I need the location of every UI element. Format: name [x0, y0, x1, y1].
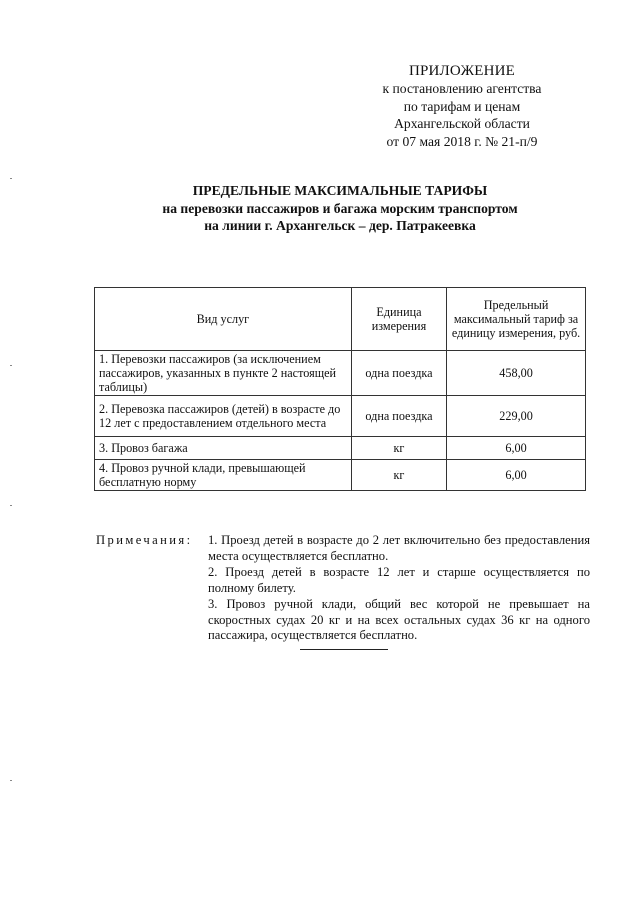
header-service: Вид услуг	[95, 288, 352, 351]
appendix-line: к постановлению агентства	[382, 81, 542, 96]
notes-label: Примечания:	[96, 533, 193, 547]
appendix-block	[352, 62, 572, 150]
table-row	[95, 437, 586, 460]
row-unit: одна поездка	[351, 351, 446, 396]
row-unit: кг	[351, 460, 446, 491]
note-item: 1. Проезд детей в возрасте до 2 лет включительно без предоставления места осуществляется бесплатно.	[208, 533, 590, 563]
row-unit: кг	[351, 437, 446, 460]
table-row	[95, 396, 586, 437]
row-price: 458,00	[447, 351, 586, 396]
row-price: 6,00	[447, 460, 586, 491]
table-header-row	[95, 288, 586, 351]
table-row	[95, 351, 586, 396]
scan-speck	[10, 178, 12, 179]
appendix-heading: ПРИЛОЖЕНИЕ	[408, 63, 516, 79]
scan-speck	[10, 365, 12, 366]
row-price: 229,00	[447, 396, 586, 437]
row-unit: одна поездка	[351, 396, 446, 437]
header-unit: Единица измерения	[351, 288, 446, 351]
tariff-table	[94, 287, 586, 491]
header-tariff: Предельный максимальный тариф за единицу измерения, руб.	[447, 288, 586, 351]
scan-speck	[10, 780, 12, 781]
title-line-1: ПРЕДЕЛЬНЫЕ МАКСИМАЛЬНЫЕ ТАРИФЫ	[192, 183, 488, 198]
table-row	[95, 460, 586, 491]
title-line-2: на перевозки пассажиров и багажа морским транспортом	[162, 200, 518, 216]
row-service: 2. Перевозка пассажиров (детей) в возрасте до 12 лет с предоставлением отдельного места	[95, 396, 352, 437]
notes-list	[208, 533, 590, 645]
title-line-3: на линии г. Архангельск – дер. Патракеевка	[204, 218, 476, 233]
row-service: 3. Провоз багажа	[95, 437, 352, 460]
appendix-date-line: от 07 мая 2018 г. № 21-п/9	[386, 133, 538, 149]
appendix-line: Архангельской области	[394, 116, 530, 132]
scan-speck	[10, 505, 12, 506]
row-service: 4. Провоз ручной клади, превышающей бесплатную норму	[95, 460, 352, 491]
document-title	[60, 182, 620, 235]
note-item: 2. Проезд детей в возрасте 12 лет и старше осуществляется по полному билету.	[208, 565, 590, 595]
row-service: 1. Перевозки пассажиров (за исключением пассажиров, указанных в пункте 2 настоящей таблицы)	[95, 351, 352, 396]
note-item: 3. Провоз ручной клади, общий вес которой не превышает на скоростных судах 20 кг и на всех остальных судах 36 кг на одного пассажира, осуществляется бесплатно.	[208, 597, 590, 642]
closing-rule	[300, 649, 388, 650]
appendix-line: по тарифам и ценам	[403, 98, 521, 114]
row-price: 6,00	[447, 437, 586, 460]
